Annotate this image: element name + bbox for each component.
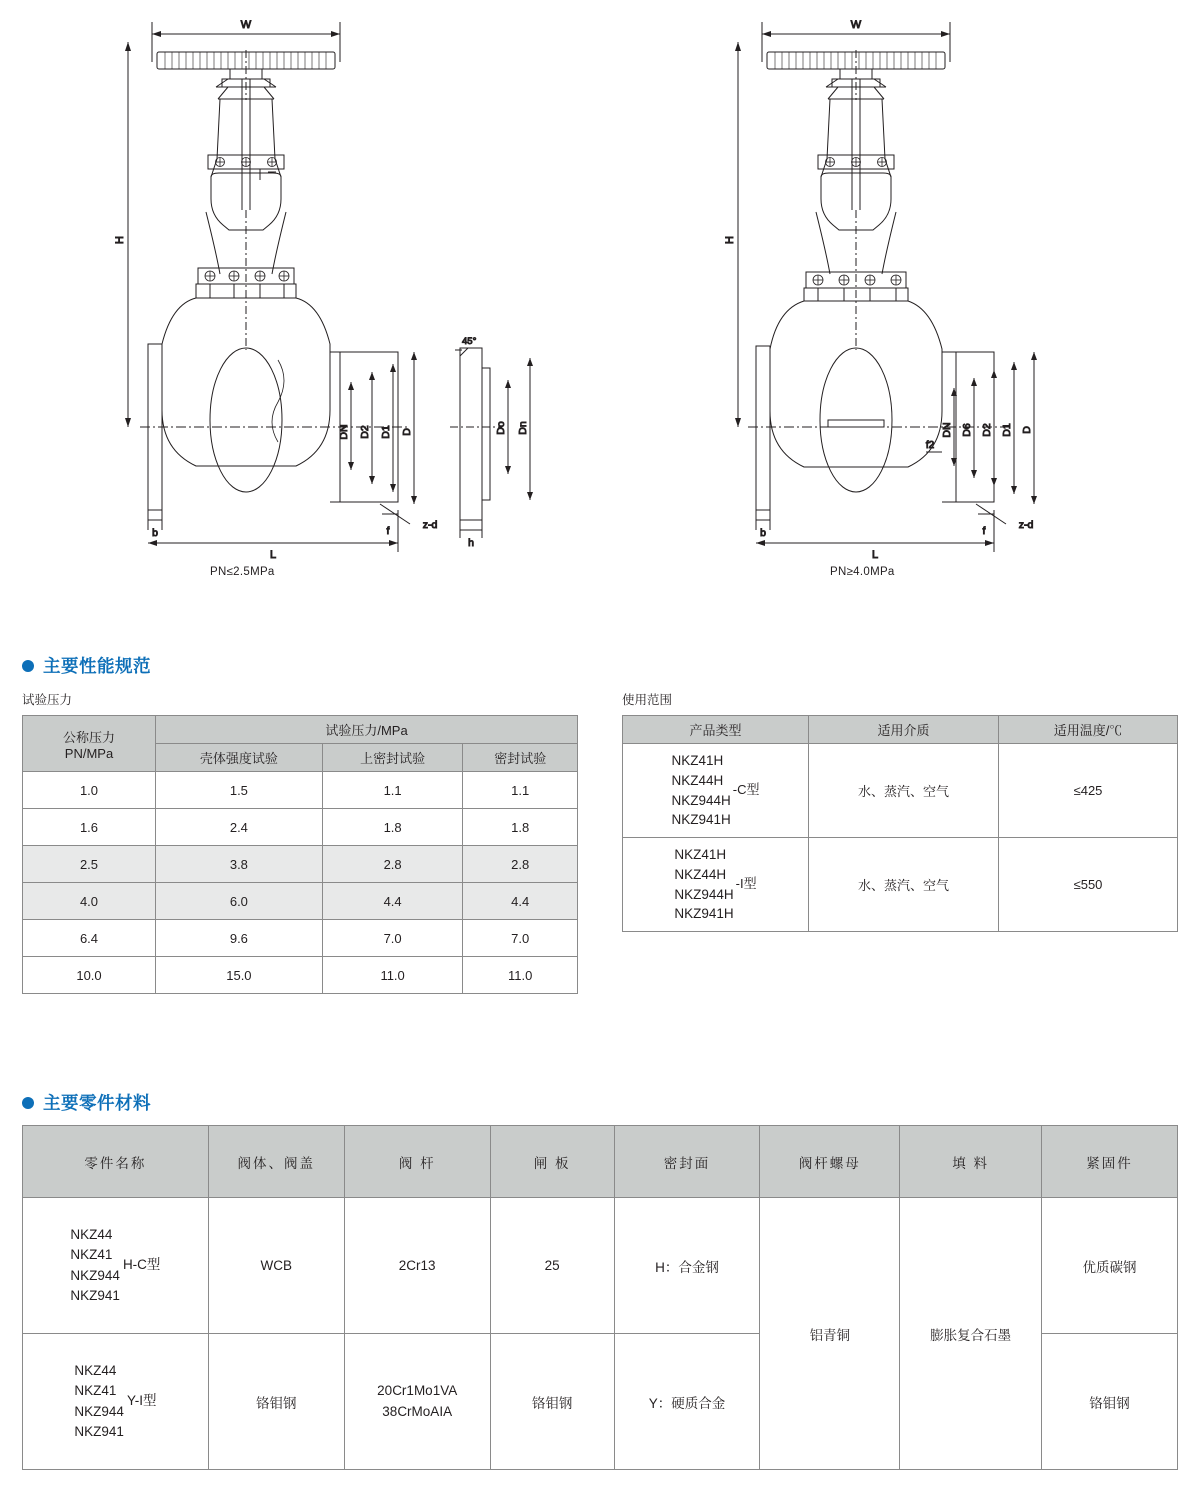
label-usage-range: 使用范围 xyxy=(622,693,673,707)
stem-material-line1: 20Cr1Mo1VA xyxy=(377,1383,458,1399)
cell-seal: 11.0 xyxy=(463,957,578,994)
cell-shell: 3.8 xyxy=(156,846,323,883)
cell-stem-nut: 铝青铜 xyxy=(760,1198,900,1470)
cell-medium: 水、蒸汽、空气 xyxy=(809,744,999,838)
cell-stem: 2Cr13 xyxy=(344,1198,490,1334)
svg-text:Dn: Dn xyxy=(517,421,529,435)
cell-part-name xyxy=(23,1198,209,1334)
cell-seal-face: Y：硬质合金 xyxy=(614,1334,760,1470)
valve-drawing-right xyxy=(720,0,1120,600)
cell-seal: 1.1 xyxy=(463,772,578,809)
svg-text:DN: DN xyxy=(941,422,953,438)
cell-seal: 1.8 xyxy=(463,809,578,846)
header-stem: 阀 杆 xyxy=(344,1126,490,1198)
section-title-materials: 主要零件材料 xyxy=(43,1093,151,1113)
cell-temperature: ≤550 xyxy=(999,838,1178,932)
cell-upper: 1.8 xyxy=(322,809,463,846)
header-temperature: 适用温度/℃ xyxy=(999,716,1178,744)
table-row xyxy=(623,744,1178,838)
cell-pn: 10.0 xyxy=(23,957,156,994)
svg-text:W: W xyxy=(850,19,862,31)
cell-product-type xyxy=(623,744,809,838)
cell-pn: 2.5 xyxy=(23,846,156,883)
table-materials xyxy=(22,1125,1178,1470)
table-row xyxy=(23,883,578,920)
cell-shell: 9.6 xyxy=(156,920,323,957)
cell-seal-face: H：合金钢 xyxy=(614,1198,760,1334)
part-name: NKZ44 xyxy=(74,1363,117,1378)
svg-text:W: W xyxy=(240,19,252,31)
valve-drawing-left xyxy=(110,0,570,600)
cell-fastener: 铬钼钢 xyxy=(1042,1334,1178,1470)
part-name: NKZ941 xyxy=(74,1423,124,1439)
cell-upper: 1.1 xyxy=(322,772,463,809)
svg-text:h: h xyxy=(468,537,474,549)
cell-product-type xyxy=(623,838,809,932)
drawing-caption-left: PN≤2.5MPa xyxy=(210,566,275,578)
header-nominal-pressure xyxy=(23,716,156,772)
cell-upper: 7.0 xyxy=(322,920,463,957)
svg-text:b: b xyxy=(152,527,158,539)
type-name: NKZ41H xyxy=(671,753,724,769)
cell-fastener: 优质碳钢 xyxy=(1042,1198,1178,1334)
header-medium: 适用介质 xyxy=(809,716,999,744)
svg-text:D1: D1 xyxy=(1001,423,1013,437)
type-name: NKZ44H xyxy=(674,866,727,882)
cell-seal: 4.4 xyxy=(463,883,578,920)
cell-upper: 11.0 xyxy=(322,957,463,994)
svg-text:H: H xyxy=(114,236,126,244)
part-name: NKZ944 xyxy=(74,1403,124,1419)
header-seal: 密封试验 xyxy=(463,744,578,772)
svg-text:D6: D6 xyxy=(961,423,973,437)
drawing-caption-right: PN≥4.0MPa xyxy=(830,566,895,578)
type-suffix: -C型 xyxy=(732,782,760,798)
cell-shell: 2.4 xyxy=(156,809,323,846)
part-name: NKZ41 xyxy=(74,1383,117,1399)
svg-text:z-d: z-d xyxy=(1018,519,1034,531)
cell-pn: 1.0 xyxy=(23,772,156,809)
svg-text:L: L xyxy=(269,549,277,561)
section-title-performance: 主要性能规范 xyxy=(43,656,151,676)
svg-text:f2: f2 xyxy=(925,440,935,451)
header-nominal-pressure-line1: 公称压力 xyxy=(62,729,115,745)
type-suffix: -I型 xyxy=(735,876,757,892)
part-name: NKZ944 xyxy=(70,1267,120,1283)
cell-shell: 6.0 xyxy=(156,883,323,920)
header-back-seal: 上密封试验 xyxy=(322,744,463,772)
svg-text:H: H xyxy=(724,236,736,244)
type-name: NKZ941H xyxy=(674,906,734,922)
svg-text:z-d: z-d xyxy=(422,519,438,531)
part-suffix: H-C型 xyxy=(122,1257,161,1273)
type-name: NKZ941H xyxy=(671,812,731,828)
svg-text:Do: Do xyxy=(495,421,507,435)
type-name: NKZ944H xyxy=(674,886,734,902)
label-test-pressure: 试验压力 xyxy=(22,693,73,707)
cell-body-bonnet: 铬钼钢 xyxy=(208,1334,344,1470)
header-product-type: 产品类型 xyxy=(623,716,809,744)
cell-pn: 6.4 xyxy=(23,920,156,957)
cell-seal: 7.0 xyxy=(463,920,578,957)
cell-shell: 15.0 xyxy=(156,957,323,994)
table-test-pressure xyxy=(22,715,578,994)
svg-text:b: b xyxy=(760,527,766,539)
cell-part-name xyxy=(23,1334,209,1470)
cell-body-bonnet: WCB xyxy=(208,1198,344,1334)
svg-text:f: f xyxy=(386,525,390,537)
cell-upper: 2.8 xyxy=(322,846,463,883)
table-row xyxy=(623,838,1178,932)
bullet-icon xyxy=(22,1097,34,1109)
svg-text:D2: D2 xyxy=(359,425,371,439)
svg-text:D: D xyxy=(1021,426,1033,434)
header-nominal-pressure-line2: PN/MPa xyxy=(64,745,114,761)
cell-pn: 4.0 xyxy=(23,883,156,920)
cell-medium: 水、蒸汽、空气 xyxy=(809,838,999,932)
cell-upper: 4.4 xyxy=(322,883,463,920)
table-row xyxy=(23,772,578,809)
cell-packing: 膨胀复合石墨 xyxy=(900,1198,1042,1470)
cell-gate: 铬钼钢 xyxy=(490,1334,614,1470)
cell-pn: 1.6 xyxy=(23,809,156,846)
header-fastener: 紧固件 xyxy=(1042,1126,1178,1198)
type-name: NKZ44H xyxy=(671,772,724,788)
header-seal-face: 密封面 xyxy=(614,1126,760,1198)
header-shell-strength: 壳体强度试验 xyxy=(156,744,323,772)
svg-text:D: D xyxy=(401,428,413,436)
svg-text:D2: D2 xyxy=(981,423,993,437)
technical-drawings xyxy=(0,0,1200,600)
table-row xyxy=(23,1198,1178,1334)
part-name: NKZ44 xyxy=(70,1227,113,1242)
table-row xyxy=(23,957,578,994)
bullet-icon xyxy=(22,660,34,672)
svg-text:f: f xyxy=(982,525,986,537)
cell-shell: 1.5 xyxy=(156,772,323,809)
svg-text:45°: 45° xyxy=(462,336,477,347)
part-suffix: Y-I型 xyxy=(126,1393,157,1409)
svg-text:D1: D1 xyxy=(380,425,392,439)
table-row xyxy=(23,809,578,846)
cell-gate: 25 xyxy=(490,1198,614,1334)
table-row xyxy=(23,846,578,883)
cell-stem xyxy=(344,1334,490,1470)
table-usage-range xyxy=(622,715,1178,932)
section-header-performance xyxy=(22,653,151,678)
type-name: NKZ41H xyxy=(674,847,727,863)
svg-text:DN: DN xyxy=(338,424,350,440)
header-test-pressure-group: 试验压力/MPa xyxy=(156,716,578,744)
stem-material-line2: 38CrMoAIA xyxy=(382,1403,453,1419)
header-packing: 填 料 xyxy=(900,1126,1042,1198)
part-name: NKZ941 xyxy=(70,1287,120,1303)
cell-temperature: ≤425 xyxy=(999,744,1178,838)
part-name: NKZ41 xyxy=(70,1247,113,1263)
type-name: NKZ944H xyxy=(671,792,731,808)
header-gate: 闸 板 xyxy=(490,1126,614,1198)
cell-seal: 2.8 xyxy=(463,846,578,883)
svg-text:L: L xyxy=(871,549,879,561)
table-row xyxy=(23,920,578,957)
section-header-materials xyxy=(22,1090,151,1115)
header-part-name: 零件名称 xyxy=(23,1126,209,1198)
header-stem-nut: 阀杆螺母 xyxy=(760,1126,900,1198)
header-body-bonnet: 阀体、阀盖 xyxy=(208,1126,344,1198)
